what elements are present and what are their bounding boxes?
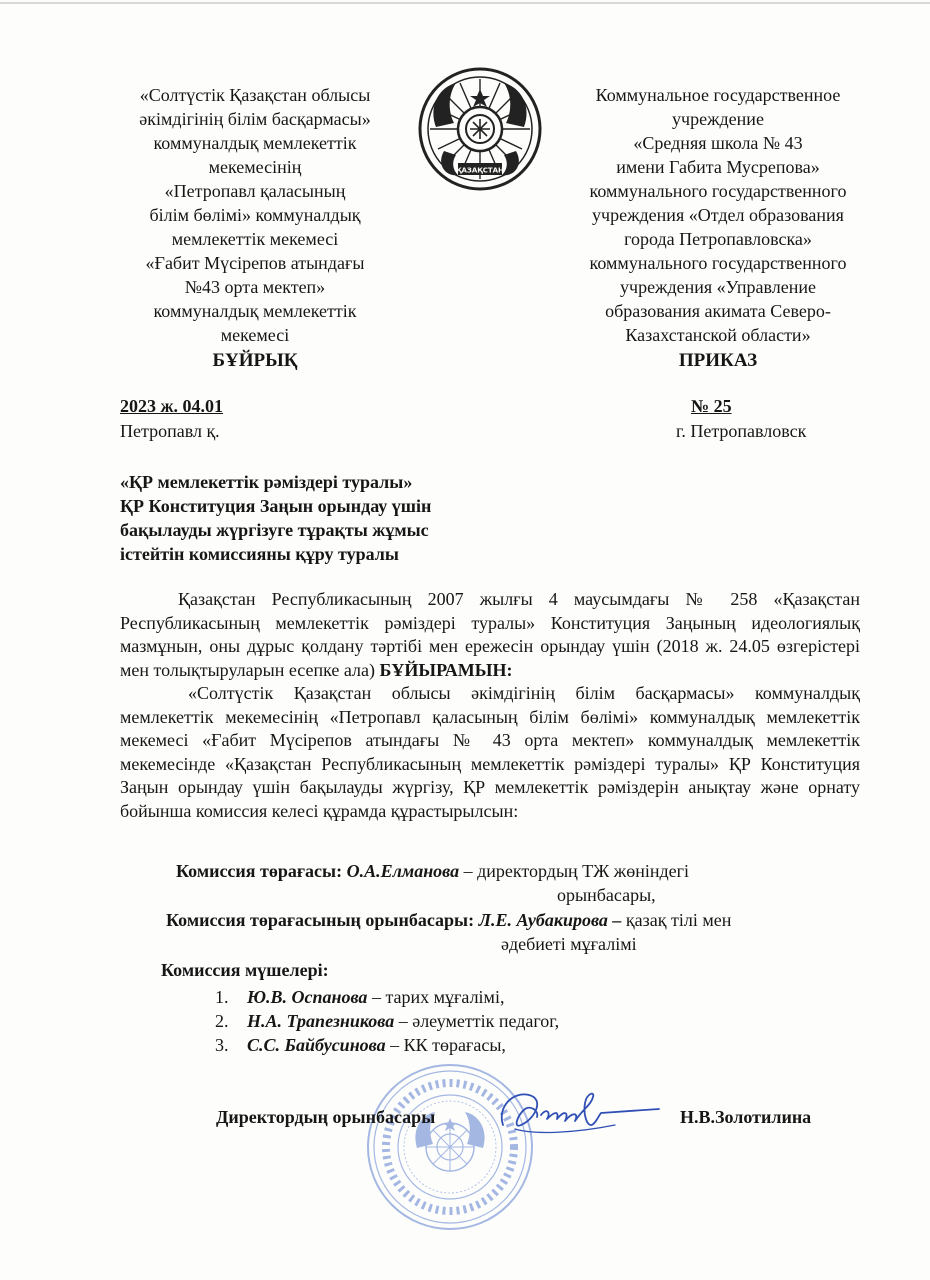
deputy-name: Л.Е. Аубакирова – — [478, 910, 622, 930]
scan-border — [0, 2, 930, 4]
header-line: №43 орта мектеп» — [184, 277, 326, 297]
body-paragraph-1 — [120, 588, 860, 682]
order-title-ru: ПРИКАЗ — [678, 350, 758, 371]
header-line: «Петропавл қаласының — [164, 181, 346, 201]
header-line: мемлекеттік мекемесі — [171, 229, 339, 249]
list-number: 1. — [215, 987, 229, 1007]
header-line: Коммунальное государственное — [595, 85, 841, 105]
body-paragraph-2: «Солтүстік Қазақстан облысы әкімдігінің білім басқармасы» коммуналдық мемлекеттік мекемесінің «Петропавл қаласының білім бөлімі» коммуналдық мемлекеттік мекемесі «Ғабит Мүсірепов атындағы № 43 орта мектеп» коммуналдық мемлекеттік мекемесінде «Қазақстан Республикасының мемлекеттік рәміздері туралы» ҚР Конституция Заңын орындау үшін бақылауды жүргізу, ҚР мемлекеттік рәміздерін анықтау және орнату бойынша комиссия келесі құрамда құрастырылсын: — [120, 683, 860, 821]
kazakhstan-emblem-icon — [414, 65, 546, 197]
list-item — [215, 985, 559, 1009]
deputy-role: қазақ тілі мен — [621, 910, 732, 930]
signatory-role: Директордың орынбасары — [216, 1107, 436, 1127]
city-ru: г. Петропавловск — [676, 421, 807, 441]
header-line: коммунального государственного — [589, 253, 847, 273]
chair-name: О.А.Елманова — [346, 861, 460, 881]
header-line: «Средняя школа № 43 — [633, 133, 803, 153]
order-command: БҰЙЫРАМЫН: — [379, 659, 513, 680]
header-line: «Солтүстік Қазақстан облысы — [139, 85, 371, 105]
list-item — [215, 1009, 559, 1033]
deputy-role-cont: әдебиеті мұғалімі — [501, 934, 637, 954]
header-line: «Ғабит Мүсірепов атындағы — [145, 253, 365, 273]
header-line: білім бөлімі» коммуналдық — [149, 205, 361, 225]
member-name: Ю.В. Оспанова — [247, 987, 368, 1007]
order-date: 2023 ж. 04.01 — [120, 396, 224, 416]
header-line: имени Габита Мусрепова» — [616, 157, 820, 177]
header-line: Казахстанской области» — [625, 325, 811, 345]
deputy-label: Комиссия төрағасының орынбасары: — [166, 910, 475, 930]
handwritten-signature-icon — [495, 1085, 665, 1145]
signatory-name: Н.В.Золотилина — [680, 1107, 812, 1127]
list-number: 2. — [215, 1011, 229, 1031]
member-role: – КК төрағасы, — [385, 1035, 506, 1055]
commission-chair — [176, 861, 689, 882]
list-number: 3. — [215, 1035, 229, 1055]
header-line: города Петропавловска» — [624, 229, 812, 249]
commission-deputy — [166, 910, 731, 931]
order-title-kz: БҰЙРЫҚ — [212, 350, 298, 371]
header-line: мекемесі — [220, 325, 290, 345]
order-number: № 25 — [691, 396, 732, 416]
members-list — [215, 985, 559, 1057]
member-name: С.С. Байбусинова — [247, 1035, 386, 1055]
header-line: учреждения «Отдел образования — [592, 205, 844, 225]
member-role: – тарих мұғалімі, — [367, 987, 505, 1007]
paragraph-text: Қазақстан Республикасының 2007 жылғы 4 маусымдағы № 258 «Қазақстан Республикасының мемлекеттік рәміздері туралы» Конституция Заңының идеологиялық мазмұнын, оны дұрыс қолдану тәртібі мен ережесін орындау үшін (2018 ж. 24.05 өзгерістері мен толықтыруларын есепке ала) — [120, 589, 860, 680]
header-line: образования акимата Северо- — [605, 301, 831, 321]
chair-role: – директордың ТЖ жөніндегі — [459, 861, 690, 881]
members-label: Комиссия мүшелері: — [161, 960, 329, 980]
chair-label: Комиссия төрағасы: — [176, 861, 343, 881]
city-kz: Петропавл қ. — [120, 421, 220, 441]
list-item — [215, 1033, 559, 1057]
member-name: Н.А. Трапезникова — [247, 1011, 395, 1031]
header-right — [548, 83, 888, 373]
order-body — [120, 588, 860, 823]
chair-role-cont: орынбасары, — [557, 885, 656, 905]
header-line: әкімдігінің білім басқармасы» — [139, 109, 371, 129]
header-line: учреждения «Управление — [620, 277, 816, 297]
emblem-text: ҚАЗАҚСТАН — [456, 166, 504, 175]
header-line: коммуналдық мемлекеттік — [153, 133, 357, 153]
header-line: коммунального государственного — [589, 181, 847, 201]
member-role: – әлеуметтік педагог, — [394, 1011, 560, 1031]
header-line: мекемесінің — [208, 157, 302, 177]
header-line: учреждение — [672, 109, 764, 129]
order-subject: «ҚР мемлекеттік рәміздері туралы» ҚР Конституция Заңын орындау үшін бақылауды жүргізуге тұрақты жұмыс істейтін комиссияны құру туралы — [120, 472, 432, 564]
header-left — [100, 83, 410, 373]
header-line: коммуналдық мемлекеттік — [153, 301, 357, 321]
